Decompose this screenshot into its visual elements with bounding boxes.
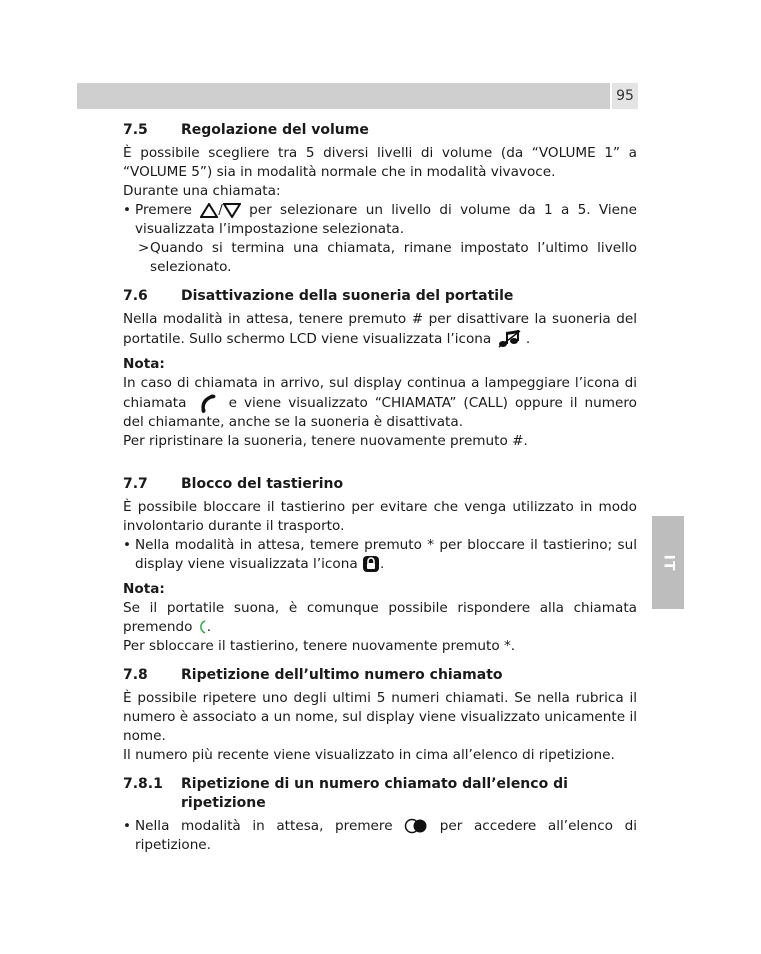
paragraph: Il numero più recente viene visualizzato in cima all’elenco di ripetizione.	[123, 747, 615, 763]
text-fragment: Premere	[135, 202, 192, 218]
text-fragment: .	[525, 331, 531, 347]
section-7-8-1	[123, 775, 637, 855]
up-arrow-icon	[200, 203, 218, 218]
section-number: 7.8	[123, 667, 148, 683]
language-tab-label: IT	[659, 554, 676, 571]
section-heading	[123, 775, 637, 813]
sub-text: Quando si termina una chiamata, rimane impostato l’ultimo livello selezionato.	[150, 240, 637, 275]
lock-icon	[362, 555, 380, 573]
phone-handset-icon	[194, 393, 222, 413]
section-title: Regolazione del volume	[181, 122, 369, 138]
bullet-text	[135, 201, 637, 239]
page-number: 95	[612, 83, 638, 109]
paragraph: È possibile ripetere uno degli ultimi 5 numeri chiamati. Se nella rubrica il numero è associato a un nome, sul display viene visualizzato unicamente il nome.	[123, 690, 637, 744]
paragraph: È possibile scegliere tra 5 diversi livelli di volume (da “VOLUME 1” a “VOLUME 5”) sia in modalità normale che in modalità vivavoce.	[123, 145, 637, 180]
note-title: Nota:	[123, 356, 165, 372]
section-heading	[123, 287, 637, 306]
text-fragment: .	[206, 619, 212, 635]
paragraph: È possibile bloccare il tastierino per evitare che venga utilizzato in modo involontario durante il trasporto.	[123, 499, 637, 534]
text-fragment: /	[218, 202, 223, 218]
sub-mark: >	[138, 240, 150, 256]
section-title: Blocco del tastierino	[181, 476, 344, 492]
text-fragment: Nella modalità in attesa, premere	[135, 818, 393, 834]
language-tab	[652, 516, 684, 609]
page-content	[123, 121, 637, 865]
section-7-5	[123, 121, 637, 277]
section-number: 7.5	[123, 122, 148, 138]
section-title: Ripetizione di un numero chiamato dall’elenco di ripetizione	[181, 776, 568, 811]
redial-key-icon	[404, 818, 428, 834]
paragraph	[123, 374, 637, 432]
text-fragment: In caso di chiamata in arrivo, sul display continua a lampeggiare l’icona di chiamata	[123, 375, 637, 411]
paragraph	[123, 599, 637, 637]
bullet-mark: •	[123, 818, 132, 834]
bullet-item	[123, 817, 637, 855]
bullet-mark: •	[123, 537, 132, 553]
text-fragment: per selezionare un livello di volume da 1 a 5. Viene visualizzata l’impostazione selezionata.	[135, 202, 637, 237]
paragraph	[123, 310, 637, 349]
section-number: 7.8.1	[123, 776, 163, 792]
section-7-6	[123, 287, 637, 451]
text-fragment: Nella modalità in attesa, tenere premuto # per disattivare la suoneria del portatile. Sullo schermo LCD viene visualizzata l’icona	[123, 311, 637, 347]
ringer-off-icon	[496, 329, 522, 349]
bullet-text	[135, 817, 637, 855]
section-number: 7.7	[123, 476, 148, 492]
bullet-item	[123, 201, 637, 239]
paragraph: Durante una chiamata:	[123, 183, 281, 199]
text-fragment: .	[380, 556, 385, 572]
text-fragment: Se il portatile suona, è comunque possibile rispondere alla chiamata premendo	[123, 600, 637, 635]
paragraph: Per ripristinare la suoneria, tenere nuovamente premuto #.	[123, 433, 528, 449]
section-heading	[123, 121, 637, 140]
section-title: Ripetizione dell’ultimo numero chiamato	[181, 667, 503, 683]
section-title: Disattivazione della suoneria del portatile	[181, 288, 514, 304]
header-bar	[77, 83, 610, 109]
section-heading	[123, 666, 637, 685]
text-fragment: Nella modalità in attesa, temere premuto * per bloccare il tastierino; sul display viene visualizzata l’icona	[135, 537, 637, 572]
section-7-8	[123, 666, 637, 765]
text-fragment: e viene visualizzato “CHIAMATA” (CALL) oppure il numero del chiamante, anche se la suoneria è disattivata.	[123, 395, 637, 430]
down-arrow-icon	[223, 203, 241, 218]
bullet-mark: •	[123, 202, 132, 218]
call-key-icon	[197, 619, 207, 635]
bullet-text	[135, 536, 637, 574]
paragraph: Per sbloccare il tastierino, tenere nuovamente premuto *.	[123, 638, 516, 654]
text-fragment: per accedere all’elenco di ripetizione.	[135, 818, 637, 853]
section-heading	[123, 475, 637, 494]
section-7-7	[123, 475, 637, 656]
note-title: Nota:	[123, 581, 165, 597]
bullet-item	[123, 536, 637, 574]
sub-item	[123, 239, 637, 277]
section-number: 7.6	[123, 288, 148, 304]
